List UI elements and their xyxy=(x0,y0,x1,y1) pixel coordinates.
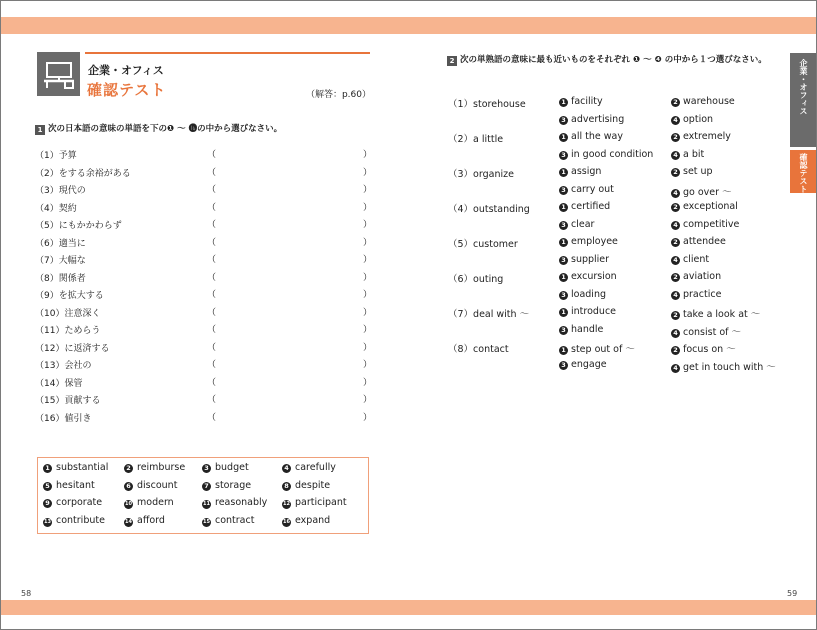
word-choice xyxy=(282,480,330,491)
section2-option xyxy=(559,201,610,212)
option-text: go over ～ xyxy=(683,186,732,198)
section1-item-label: （14）保管 xyxy=(35,378,83,389)
answer-blank-close: ） xyxy=(363,237,373,248)
option-text: certified xyxy=(571,201,611,212)
answer-blank-open: （ xyxy=(207,395,217,405)
option-text: assign xyxy=(571,166,602,177)
section1-item-label: （2）をする余裕がある xyxy=(35,168,131,179)
answer-blank-open: （ xyxy=(207,202,217,213)
section2-option xyxy=(671,219,739,230)
word-choice xyxy=(202,480,251,491)
answer-blank-open: （ xyxy=(207,325,217,335)
option-number-badge: 4 xyxy=(671,291,680,300)
section1-item xyxy=(35,216,371,233)
choice-number-badge: 12 xyxy=(283,501,290,507)
choice-word: hesitant xyxy=(56,479,95,491)
section2-option xyxy=(559,96,603,107)
section2-question-label: （7）deal with ～ xyxy=(448,309,530,320)
word-choice xyxy=(124,497,174,509)
option-text: aviation xyxy=(683,271,722,282)
choice-word: despite xyxy=(295,479,331,491)
section1-item xyxy=(35,181,371,198)
side-tab-category-label: 企業・オフィス xyxy=(799,59,808,115)
answer-blank-close: ） xyxy=(363,342,373,353)
page-title: 確認テスト xyxy=(87,81,167,99)
option-number-badge: 3 xyxy=(559,326,568,335)
section1-item-label: （10）注意深く xyxy=(35,308,101,319)
section2-option xyxy=(559,271,617,282)
answer-blank-open: （ xyxy=(207,342,217,353)
page-number-right: 59 xyxy=(787,589,798,598)
section2-option xyxy=(671,324,741,338)
option-text: practice xyxy=(683,288,722,300)
answer-blank-close: ） xyxy=(363,185,373,195)
answer-blank-open: （ xyxy=(207,377,217,388)
option-text: exceptional xyxy=(683,201,738,212)
choice-word: carefully xyxy=(295,462,336,473)
option-text: focus on ～ xyxy=(683,344,736,355)
section2-instruction xyxy=(447,53,767,66)
section2-option xyxy=(671,166,713,177)
section2-question-label: （5）customer xyxy=(448,239,518,250)
section2-option xyxy=(671,359,776,373)
word-choice xyxy=(282,462,336,473)
section1-item xyxy=(35,164,371,181)
section1-item xyxy=(35,356,371,373)
choice-word: storage xyxy=(215,479,252,491)
side-tab-test-label: 確認テスト xyxy=(799,153,808,193)
option-text: take a look at ～ xyxy=(683,309,761,320)
option-number-badge: 1 xyxy=(559,168,568,177)
category-label: 企業・オフィス xyxy=(88,64,164,77)
section1-item-label: （5）にもかかわらず xyxy=(35,221,122,231)
option-number-badge: 2 xyxy=(671,238,680,247)
word-choice xyxy=(43,515,105,527)
section2-option xyxy=(671,184,732,198)
choice-word: modern xyxy=(137,497,174,508)
section1-item-label: （6）適当に xyxy=(35,238,86,249)
word-choice xyxy=(282,497,347,509)
section2-option xyxy=(559,219,594,230)
choice-word: corporate xyxy=(56,497,103,508)
side-tab-test xyxy=(790,150,817,193)
option-number-badge: 1 xyxy=(559,308,568,317)
choice-number-badge: 9 xyxy=(43,499,52,508)
choice-number-badge: 6 xyxy=(124,482,133,491)
section2-option xyxy=(559,306,616,317)
word-choice xyxy=(124,515,165,527)
section2-option xyxy=(559,254,609,265)
answer-blank-close: ） xyxy=(363,360,373,370)
option-text: excursion xyxy=(571,271,617,282)
section2-question-label: （6）outing xyxy=(448,274,504,285)
choice-word: reasonably xyxy=(215,497,268,508)
section1-number: 1 xyxy=(35,125,45,135)
office-desk-icon xyxy=(37,52,80,96)
option-number-badge: 4 xyxy=(671,116,680,125)
option-number-badge: 4 xyxy=(671,256,680,265)
option-number-badge: 3 xyxy=(559,186,568,195)
word-choice-box xyxy=(37,457,369,534)
section1-item xyxy=(35,321,371,338)
choice-number-badge: 8 xyxy=(282,482,291,491)
section1-instruction xyxy=(35,122,282,135)
option-text: attendee xyxy=(683,236,726,247)
section1-item xyxy=(35,146,371,163)
word-choice xyxy=(124,480,177,491)
section1-item xyxy=(35,374,371,391)
section1-item-label: （4）契約 xyxy=(35,203,77,214)
choice-word: budget xyxy=(215,462,249,473)
choice-number-badge: 7 xyxy=(202,482,211,491)
section1-item-label: （15）貢献する xyxy=(35,396,101,406)
answer-blank-close: ） xyxy=(363,220,373,230)
answer-blank-open: （ xyxy=(207,185,217,195)
option-number-badge: 2 xyxy=(671,311,680,320)
option-number-badge: 1 xyxy=(559,203,568,212)
section1-item xyxy=(35,339,371,356)
choice-word: participant xyxy=(295,497,347,508)
section1-item xyxy=(35,304,371,321)
option-text: consist of ～ xyxy=(683,326,742,338)
section2-option xyxy=(559,324,603,335)
section2-option xyxy=(671,341,736,355)
section1-item-label: （7）大幅な xyxy=(35,256,86,266)
option-text: set up xyxy=(683,166,713,177)
section1-item xyxy=(35,286,371,303)
option-number-badge: 4 xyxy=(671,189,680,198)
bottom-band xyxy=(1,600,817,615)
option-text: advertising xyxy=(571,113,625,125)
section2-option xyxy=(671,306,760,320)
choice-number-badge: 5 xyxy=(43,482,52,491)
option-number-badge: 2 xyxy=(671,346,680,355)
section2-option xyxy=(559,359,607,370)
option-number-badge: 3 xyxy=(559,221,568,230)
section2-option xyxy=(559,149,653,160)
option-text: handle xyxy=(571,323,604,335)
section2-option xyxy=(671,96,735,107)
answer-blank-close: ） xyxy=(363,202,373,213)
answer-blank-close: ） xyxy=(363,150,373,160)
option-number-badge: 4 xyxy=(671,151,680,160)
section2-option xyxy=(559,289,606,300)
option-number-badge: 3 xyxy=(559,116,568,125)
answer-blank-close: ） xyxy=(363,272,373,283)
answer-blank-open: （ xyxy=(207,237,217,248)
section2-option xyxy=(671,201,738,212)
section2-question-label: （3）organize xyxy=(448,169,514,180)
option-text: get in touch with ～ xyxy=(683,361,776,373)
option-number-badge: 1 xyxy=(559,273,568,282)
option-text: warehouse xyxy=(683,96,735,107)
option-text: engage xyxy=(571,358,607,370)
section2-option xyxy=(671,114,713,125)
word-choice xyxy=(202,497,267,509)
option-number-badge: 1 xyxy=(559,346,568,355)
option-number-badge: 2 xyxy=(671,273,680,282)
answer-blank-open: （ xyxy=(207,255,217,265)
section1-instruction-text: 次の日本語の意味の単語を下の❶ ～ ⓰の中から選びなさい。 xyxy=(48,124,283,134)
section1-item-label: （13）会社の xyxy=(35,361,92,371)
answer-blank-open: （ xyxy=(207,272,217,283)
section2-option xyxy=(671,254,709,265)
option-text: employee xyxy=(571,236,618,247)
section2-number: 2 xyxy=(447,56,457,66)
section1-item xyxy=(35,269,371,286)
word-choice xyxy=(124,462,185,473)
section2-instruction-text: 次の単熟語の意味に最も近いものをそれぞれ ❶ ～ ❹ の中から１つ選びなさい。 xyxy=(460,55,767,65)
choice-word: reimburse xyxy=(137,462,186,473)
choice-number-badge: 15 xyxy=(203,518,210,525)
choice-word: discount xyxy=(137,479,178,491)
option-text: in good condition xyxy=(571,148,654,160)
section2-option xyxy=(559,131,623,142)
section2-question-label: （8）contact xyxy=(448,344,509,355)
section1-item xyxy=(35,199,371,216)
section1-item-label: （3）現代の xyxy=(35,186,86,196)
option-text: facility xyxy=(571,96,603,107)
choice-number-badge: 3 xyxy=(202,464,211,473)
option-text: all the way xyxy=(571,131,623,142)
option-text: clear xyxy=(571,218,595,230)
option-text: a bit xyxy=(683,148,705,160)
option-text: introduce xyxy=(571,306,617,317)
option-text: step out of ～ xyxy=(571,344,635,355)
choice-number-badge: 10 xyxy=(125,501,132,507)
option-number-badge: 4 xyxy=(671,364,680,373)
option-number-badge: 1 xyxy=(559,98,568,107)
section2-option xyxy=(671,149,704,160)
page-number-left: 58 xyxy=(21,589,32,598)
option-number-badge: 3 xyxy=(559,256,568,265)
word-choice xyxy=(43,480,95,491)
option-text: loading xyxy=(571,288,606,300)
option-text: extremely xyxy=(683,131,731,142)
word-choice xyxy=(202,515,254,527)
choice-word: contribute xyxy=(56,514,105,526)
section1-item xyxy=(35,409,371,426)
section2-option xyxy=(559,184,614,195)
section1-item xyxy=(35,391,371,408)
option-number-badge: 3 xyxy=(559,361,568,370)
answer-blank-open: （ xyxy=(207,360,217,370)
section2-question-label: （1）storehouse xyxy=(448,99,526,110)
answer-blank-close: ） xyxy=(363,255,373,265)
section1-item-label: （8）関係者 xyxy=(35,273,86,284)
section2-question-label: （4）outstanding xyxy=(448,204,530,215)
side-tab-category xyxy=(790,53,817,147)
section2-option xyxy=(559,166,601,177)
option-number-badge: 3 xyxy=(559,151,568,160)
choice-number-badge: 11 xyxy=(203,501,210,507)
section2-option xyxy=(559,114,624,125)
answer-blank-close: ） xyxy=(363,377,373,388)
section1-item-label: （12）に返済する xyxy=(35,343,110,354)
option-number-badge: 2 xyxy=(671,98,680,107)
option-number-badge: 2 xyxy=(671,203,680,212)
answer-blank-open: （ xyxy=(207,307,217,318)
option-text: supplier xyxy=(571,253,610,265)
word-choice xyxy=(202,462,249,473)
answer-blank-open: （ xyxy=(207,167,217,178)
option-number-badge: 2 xyxy=(671,168,680,177)
answer-blank-open: （ xyxy=(207,412,217,423)
option-number-badge: 4 xyxy=(671,221,680,230)
section1-item-label: （1）予算 xyxy=(35,151,77,161)
answer-reference: （解答：p.60） xyxy=(305,90,371,100)
section1-item-label: （11）ためらう xyxy=(35,326,101,336)
option-number-badge: 1 xyxy=(559,133,568,142)
section1-item xyxy=(35,234,371,251)
section2-option xyxy=(671,289,721,300)
option-number-badge: 2 xyxy=(671,133,680,142)
choice-number-badge: 1 xyxy=(43,464,52,473)
choice-word: expand xyxy=(295,514,331,526)
answer-blank-close: ） xyxy=(363,395,373,405)
choice-word: afford xyxy=(137,514,165,526)
section1-item-label: （9）を拡大する xyxy=(35,291,104,301)
option-number-badge: 4 xyxy=(671,329,680,338)
word-choice xyxy=(282,515,330,527)
section2-option xyxy=(671,131,731,142)
section1-item xyxy=(35,251,371,268)
option-text: client xyxy=(683,253,710,265)
choice-word: contract xyxy=(215,514,255,526)
answer-blank-open: （ xyxy=(207,150,217,160)
section2-option xyxy=(559,236,618,247)
answer-blank-open: （ xyxy=(207,290,217,300)
option-text: carry out xyxy=(571,183,614,195)
answer-blank-close: ） xyxy=(363,412,373,423)
choice-number-badge: 2 xyxy=(124,464,133,473)
word-choice xyxy=(43,497,102,508)
answer-blank-close: ） xyxy=(363,325,373,335)
header-rule xyxy=(85,52,370,54)
answer-blank-close: ） xyxy=(363,167,373,178)
choice-number-badge: 13 xyxy=(44,518,51,525)
answer-blank-close: ） xyxy=(363,307,373,318)
option-number-badge: 3 xyxy=(559,291,568,300)
top-band xyxy=(1,17,817,34)
choice-number-badge: 4 xyxy=(282,464,291,473)
answer-blank-close: ） xyxy=(363,290,373,300)
section2-option xyxy=(671,271,721,282)
section2-option xyxy=(671,236,726,247)
option-number-badge: 1 xyxy=(559,238,568,247)
answer-blank-open: （ xyxy=(207,220,217,230)
choice-number-badge: 16 xyxy=(283,518,290,525)
choice-number-badge: 14 xyxy=(125,518,132,525)
word-choice xyxy=(43,462,108,473)
option-text: option xyxy=(683,113,714,125)
section1-item-label: （16）値引き xyxy=(35,413,92,424)
option-text: competitive xyxy=(683,218,740,230)
choice-word: substantial xyxy=(56,462,109,473)
section2-option xyxy=(559,341,635,355)
section2-question-label: （2）a little xyxy=(448,134,504,145)
